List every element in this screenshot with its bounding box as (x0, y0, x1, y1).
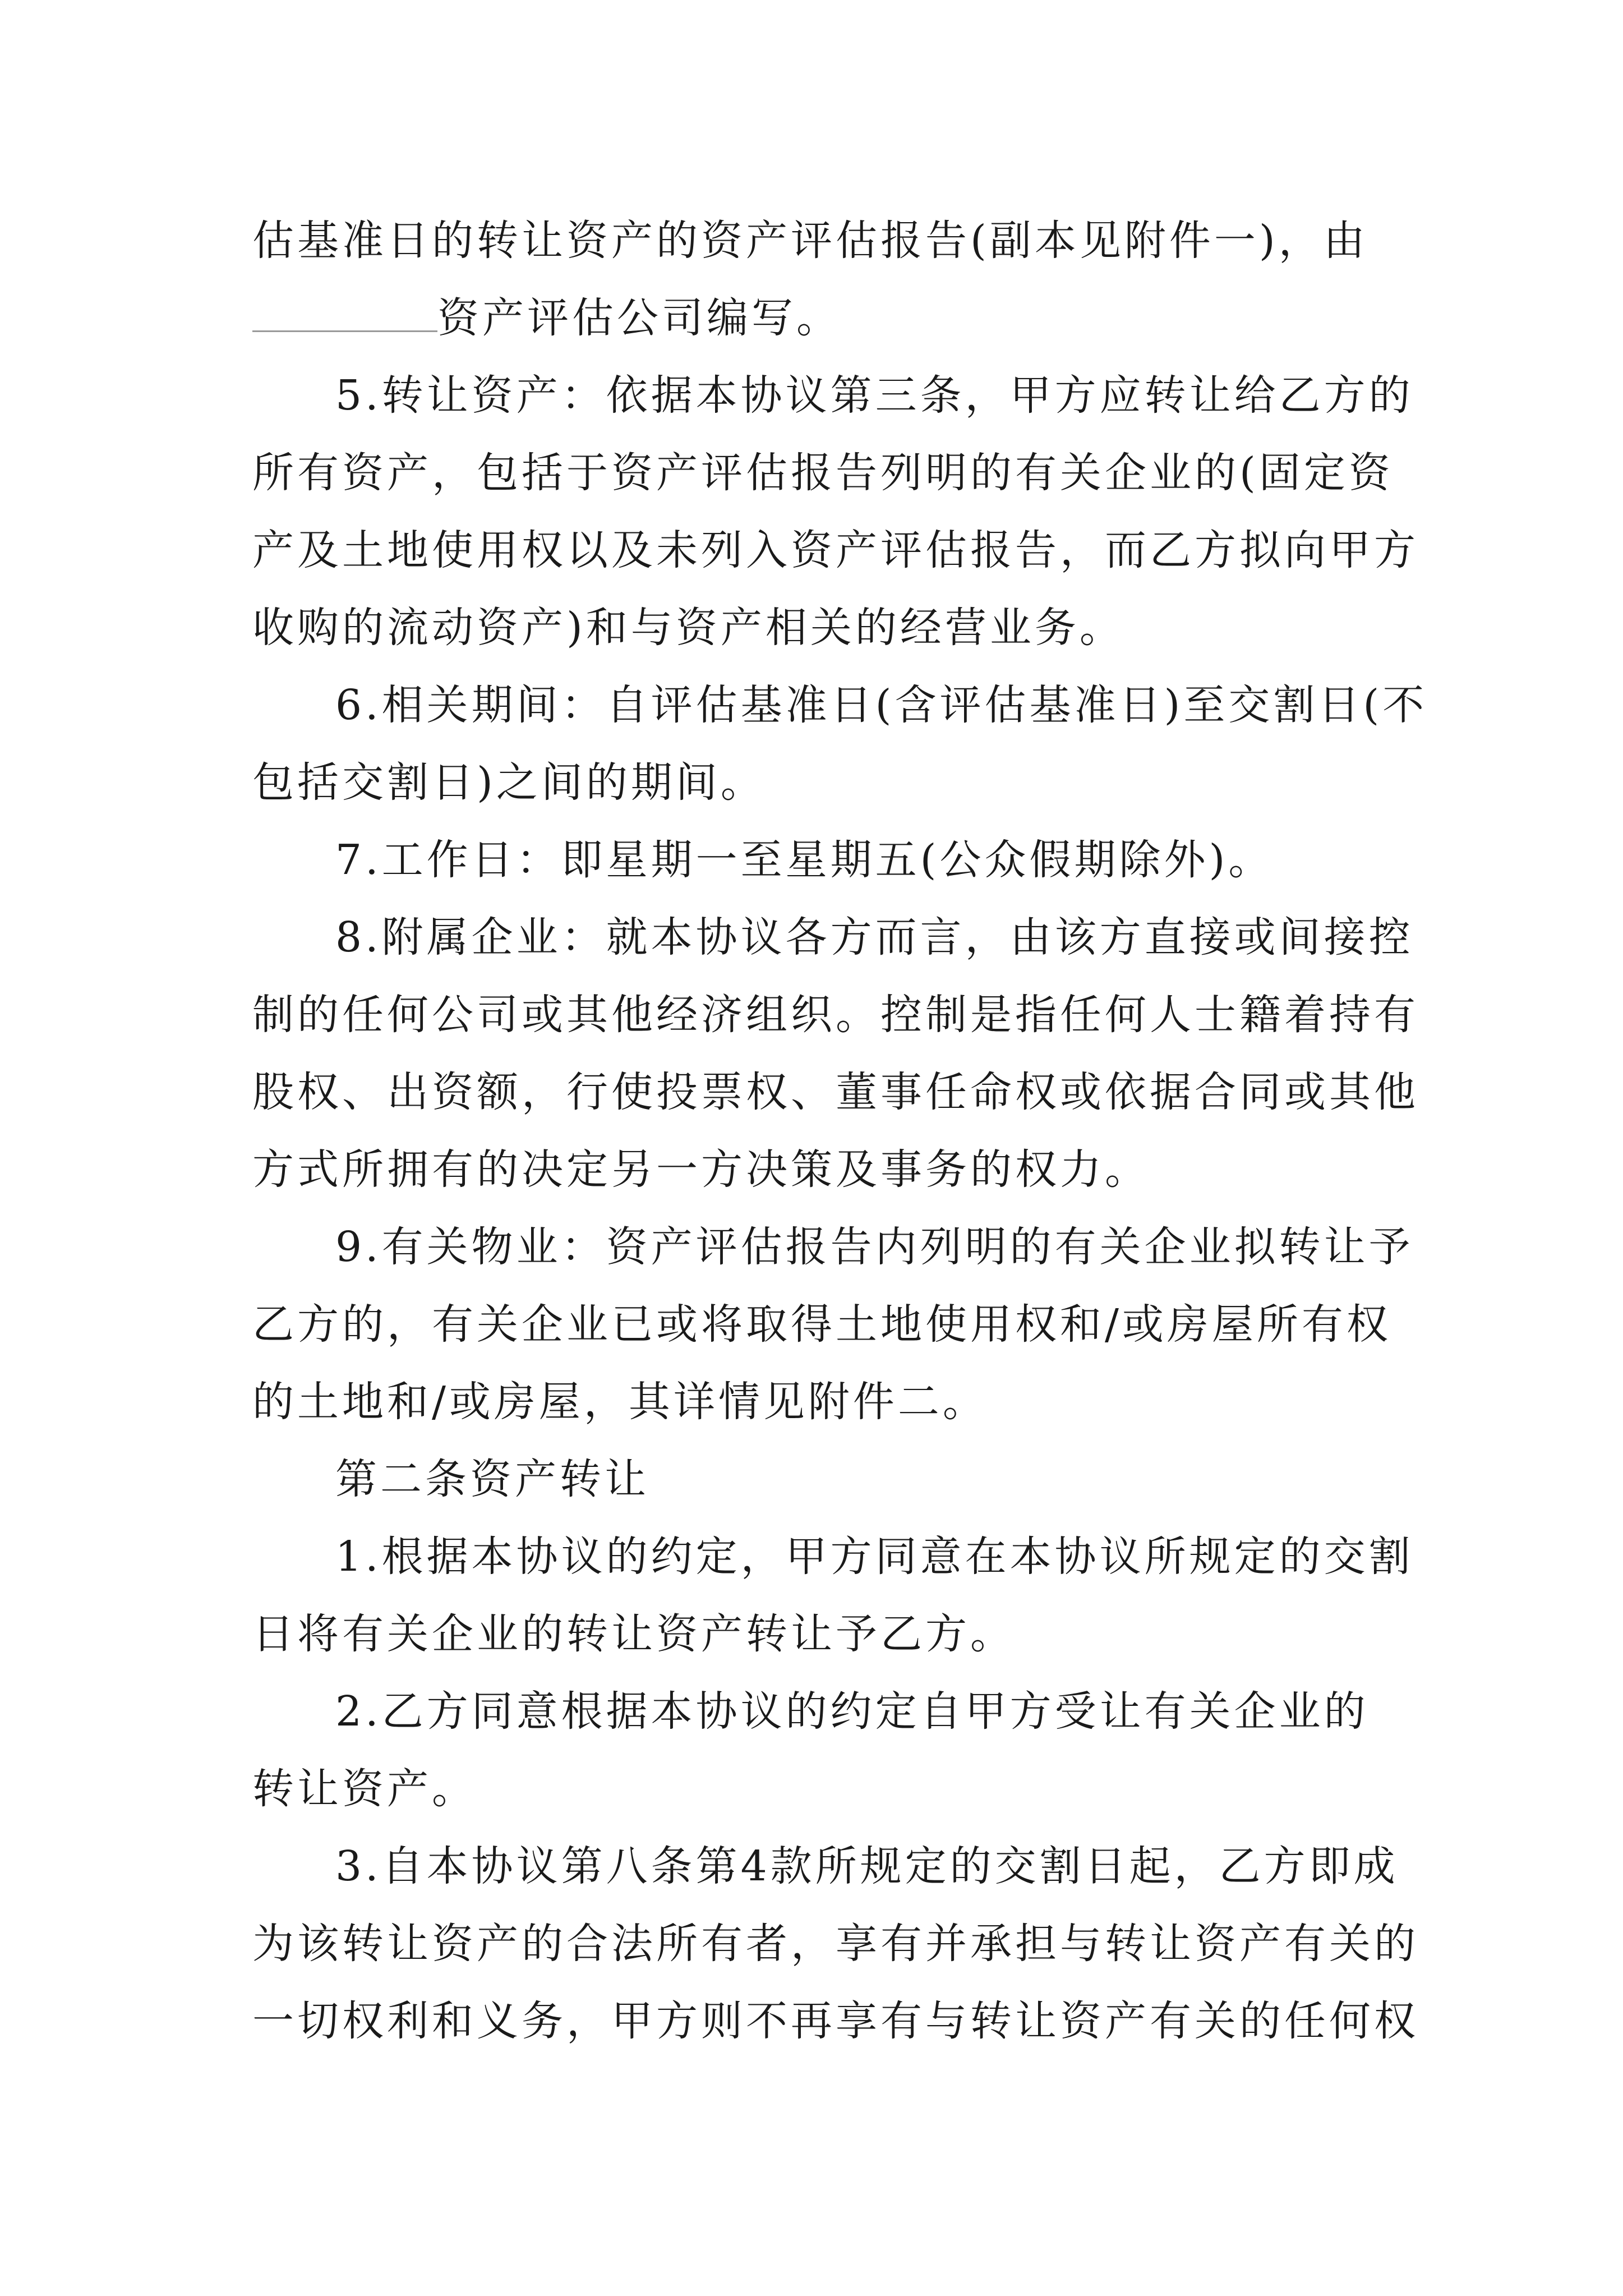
text-line: 2.乙方同意根据本协议的约定自甲方受让有关企业的 (335, 1687, 1369, 1736)
fill-in-blank (252, 293, 437, 332)
text-line: 6.相关期间：自评估基准日(含评估基准日)至交割日(不 (335, 681, 1428, 729)
text-line: 3.自本协议第八条第4款所规定的交割日起，乙方即成 (335, 1842, 1399, 1890)
article-2-heading (252, 1441, 1380, 1518)
text-line: 9.有关物业：资产评估报告内列明的有关企业拟转让予 (335, 1223, 1414, 1271)
text-line: 包括交割日)之间的期间。 (252, 758, 766, 807)
definition-6 (252, 666, 1428, 821)
definition-9 (252, 1208, 1414, 1441)
text-line: 7.工作日：即星期一至星期五(公众假期除外)。 (335, 836, 1274, 884)
text-line: 8.附属企业：就本协议各方而言，由该方直接或间接控 (335, 913, 1414, 961)
text-line: 估基准日的转让资产的资产评估报告(副本见附件一)，由 (252, 217, 1368, 265)
definition-8 (252, 899, 1419, 1208)
text-line: 转让资产。 (252, 1765, 477, 1813)
article-2-clause-3 (252, 1828, 1419, 2060)
definition-7 (252, 821, 1380, 899)
text-line: 为该转让资产的合法所有者，享有并承担与转让资产有关的 (252, 1920, 1419, 1968)
text-line (252, 279, 1380, 357)
section-heading: 第二条资产转让 (335, 1455, 649, 1503)
article-2-clause-1 (252, 1518, 1414, 1673)
text-line: 所有资产，包括于资产评估报告列明的有关企业的(固定资 (252, 449, 1394, 497)
text-line: 1.根据本协议的约定，甲方同意在本协议所规定的交割 (335, 1533, 1414, 1581)
text-line: 日将有关企业的转让资产转让予乙方。 (252, 1610, 1015, 1658)
text-line: 收购的流动资产)和与资产相关的经营业务。 (252, 604, 1124, 652)
text-line: 产及土地使用权以及未列入资产评估报告，而乙方拟向甲方 (252, 526, 1419, 574)
text-line: 的土地和/或房屋，其详情见附件二。 (252, 1378, 988, 1426)
document-body (252, 202, 1428, 2060)
text-line: 股权、出资额，行使投票权、董事任命权或依据合同或其他 (252, 1068, 1419, 1116)
text-line: 制的任何公司或其他经济组织。控制是指任何人士籍着持有 (252, 991, 1419, 1039)
text-line: 5.转让资产：依据本协议第三条，甲方应转让给乙方的 (335, 371, 1414, 420)
article-2-clause-2 (252, 1673, 1380, 1828)
text-line: 一切权利和义务，甲方则不再享有与转让资产有关的任何权 (252, 1997, 1419, 2045)
text-line: 方式所拥有的决定另一方决策及事务的权力。 (252, 1145, 1150, 1194)
text-line: 乙方的，有关企业已或将取得土地使用权和/或房屋所有权 (252, 1300, 1391, 1349)
definition-5 (252, 357, 1419, 666)
text-fragment: 资产评估公司编写。 (437, 294, 841, 342)
continuation-paragraph (252, 202, 1380, 357)
